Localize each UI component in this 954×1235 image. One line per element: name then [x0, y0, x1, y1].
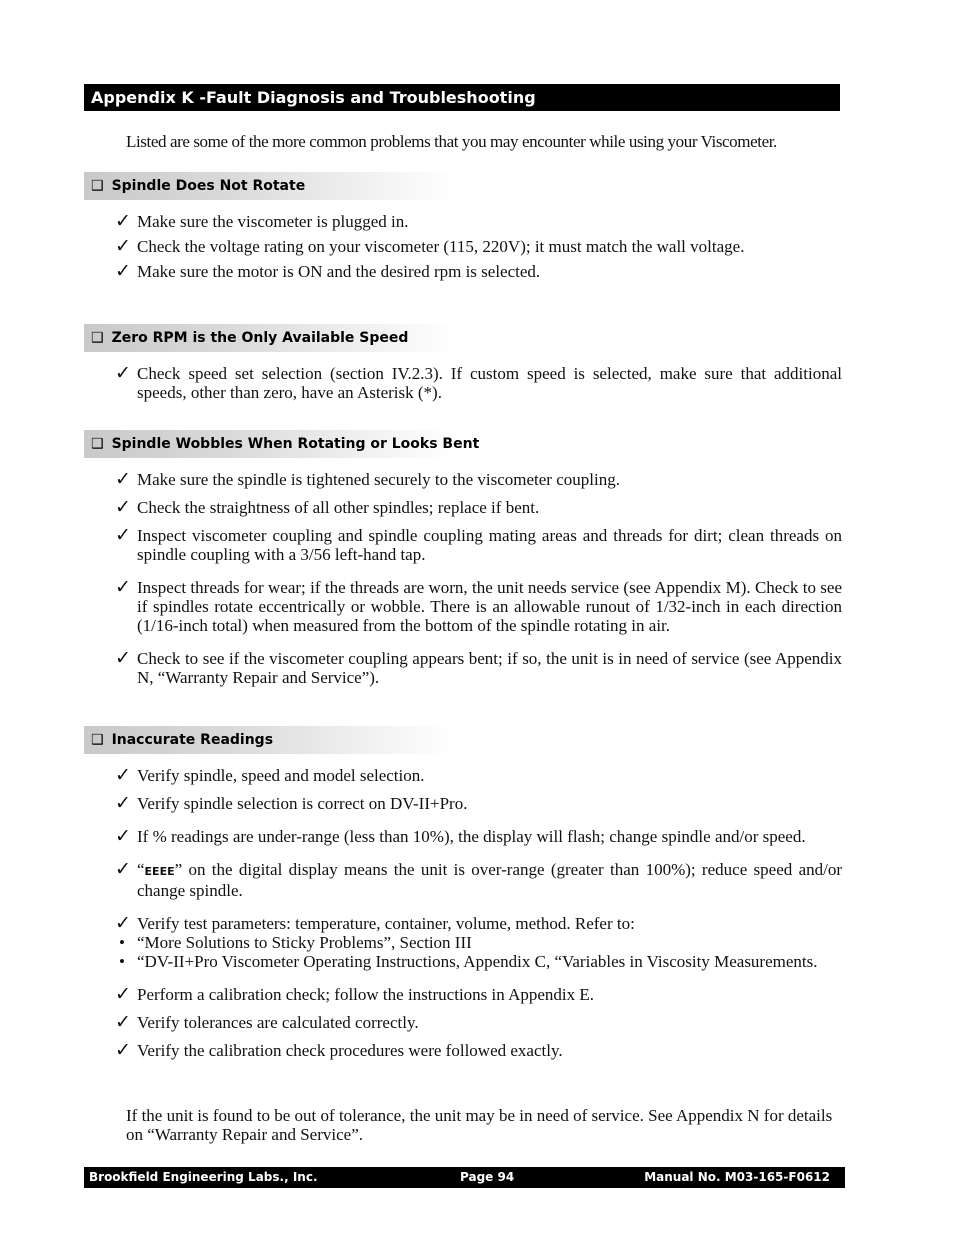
list-item: ✓ Check the voltage rating on your viscometer (115, 220V); it must match the wall voltage. — [115, 236, 745, 257]
section-list-spindle-not-rotate — [115, 212, 842, 281]
page-footer — [84, 1167, 845, 1188]
bullet-icon: • — [119, 952, 125, 971]
list-item: ✓ Verify test parameters: temperature, container, volume, method. Refer to: • “More Solutions to Sticky Problems”, Section III • “DV-II+Pro Viscometer Operating Instructions, Appendix C, “Variables in Viscosity Measurements. — [115, 914, 842, 971]
list-item: ✓ “EEEE” on the digital display means the unit is over-range (greater than 100%); reduce speed and/or change spindle. — [115, 859, 842, 900]
list-item: ✓ If % readings are under-range (less than 10%), the display will flash; change spindle and/or speed. — [115, 826, 806, 847]
checkmark-icon: ✓ — [115, 984, 131, 1005]
section-heading-spindle-not-rotate: ❑ Spindle Does Not Rotate — [84, 172, 454, 200]
sub-list — [115, 933, 842, 971]
section-list-zero-rpm — [115, 364, 842, 402]
checkmark-icon: ✓ — [115, 261, 131, 282]
checkmark-icon: ✓ — [115, 469, 131, 490]
section-heading-spindle-wobbles: ❑ Spindle Wobbles When Rotating or Looks Bent — [84, 430, 454, 458]
list-item: ✓ Inspect threads for wear; if the threads are worn, the unit needs service (see Appendix M). Check to see if spindles rotate eccentrically or wobble. There is an allowable runout of 1/32-inch in each direction (1/16-inch total) when measured from the bottom of the spindle rotating in air. — [115, 577, 842, 635]
list-item: ✓ Check the straightness of all other spindles; replace if bent. — [115, 497, 540, 518]
list-item: ✓ Verify the calibration check procedures were followed exactly. — [115, 1040, 563, 1061]
intro-text: Listed are some of the more common problems that you may encounter while using your Viscometer. — [126, 132, 777, 151]
sub-list-item: • “More Solutions to Sticky Problems”, Section III — [119, 933, 472, 952]
section-heading-zero-rpm: ❑ Zero RPM is the Only Available Speed — [84, 324, 454, 352]
appendix-title: Appendix K -Fault Diagnosis and Troubleshooting — [84, 84, 840, 111]
list-item: ✓ Inspect viscometer coupling and spindle coupling mating areas and threads for dirt; clean threads on spindle coupling with a 3/56 left-hand tap. — [115, 525, 842, 564]
checkmark-icon: ✓ — [115, 211, 131, 232]
error-code: EEEE — [144, 865, 175, 878]
checkmark-icon: ✓ — [115, 577, 131, 598]
list-item: ✓ Check speed set selection (section IV.2.3). If custom speed is selected, make sure that additional speeds, other than zero, have an Asterisk (*). — [115, 363, 842, 402]
checkmark-icon: ✓ — [115, 497, 131, 518]
checkmark-icon: ✓ — [115, 648, 131, 669]
section-list-inaccurate-readings — [115, 766, 842, 1060]
checkmark-icon: ✓ — [115, 913, 131, 934]
checkbox-icon: ❑ — [91, 732, 104, 748]
footer-page-number: Page 94 — [460, 1170, 515, 1184]
sub-list-item: • “DV-II+Pro Viscometer Operating Instructions, Appendix C, “Variables in Viscosity Measurements. — [119, 952, 818, 971]
checkbox-icon: ❑ — [91, 178, 104, 194]
checkmark-icon: ✓ — [115, 1012, 131, 1033]
checkbox-icon: ❑ — [91, 330, 104, 346]
checkmark-icon: ✓ — [115, 1040, 131, 1061]
checkmark-icon: ✓ — [115, 765, 131, 786]
checkmark-icon: ✓ — [115, 363, 131, 384]
bullet-icon: • — [119, 933, 125, 952]
list-item: ✓ Perform a calibration check; follow the instructions in Appendix E. — [115, 984, 594, 1005]
checkmark-icon: ✓ — [115, 793, 131, 814]
checkbox-icon: ❑ — [91, 436, 104, 452]
footer-manual-number: Manual No. M03-165-F0612 — [644, 1170, 830, 1184]
list-item: ✓ Verify tolerances are calculated correctly. — [115, 1012, 419, 1033]
section-heading-inaccurate-readings: ❑ Inaccurate Readings — [84, 726, 454, 754]
list-item: ✓ Make sure the motor is ON and the desired rpm is selected. — [115, 261, 541, 282]
list-item: ✓ Make sure the viscometer is plugged in. — [115, 211, 409, 232]
list-item: ✓ Verify spindle, speed and model selection. — [115, 765, 425, 786]
checkmark-icon: ✓ — [115, 859, 131, 880]
footer-company: Brookfield Engineering Labs., Inc. — [89, 1170, 318, 1184]
section-list-spindle-wobbles — [115, 470, 842, 687]
list-item: ✓ Make sure the spindle is tightened securely to the viscometer coupling. — [115, 469, 620, 490]
closing-paragraph: If the unit is found to be out of tolerance, the unit may be in need of service. See Appendix N for details on “Warranty Repair and Service”. — [126, 1106, 833, 1144]
list-item: ✓ Verify spindle selection is correct on DV-II+Pro. — [115, 793, 468, 814]
checkmark-icon: ✓ — [115, 826, 131, 847]
checkmark-icon: ✓ — [115, 236, 131, 257]
list-item: ✓ Check to see if the viscometer coupling appears bent; if so, the unit is in need of service (see Appendix N, “Warranty Repair and Service”). — [115, 648, 842, 687]
checkmark-icon: ✓ — [115, 525, 131, 546]
